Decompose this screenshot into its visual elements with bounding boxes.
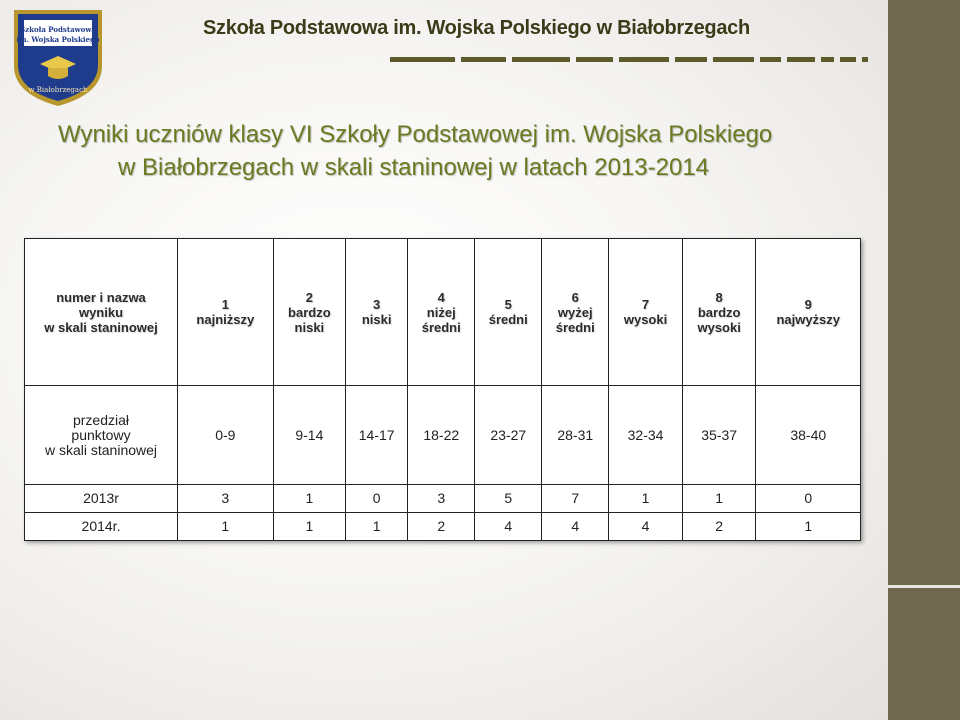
stanine-number: 1 bbox=[221, 297, 229, 312]
stanine-header-cell bbox=[273, 239, 346, 386]
school-title: Szkoła Podstawowa im. Wojska Polskiego w Białobrzegach bbox=[203, 17, 750, 39]
logo-bottom-text: w Białobrzegach bbox=[28, 86, 88, 94]
range-cell: 32-34 bbox=[609, 386, 683, 485]
year-label-cell: 2014r. bbox=[25, 513, 178, 541]
stanine-header-cell bbox=[542, 239, 609, 386]
stanine-number: 9 bbox=[804, 297, 812, 312]
shield-icon bbox=[10, 6, 106, 110]
stanine-number: 2 bbox=[305, 289, 313, 305]
headline-line-2: w Białobrzegach w skali staninowej w latach 2013-2014 bbox=[118, 154, 709, 181]
stanine-header-cell bbox=[178, 239, 274, 386]
count-cell: 1 bbox=[346, 513, 408, 541]
logo-line-1: Szkoła Podstawowa bbox=[20, 25, 96, 34]
count-cell: 2 bbox=[682, 513, 756, 541]
year-label-cell: 2013r bbox=[25, 485, 178, 513]
range-cell: 35-37 bbox=[682, 386, 756, 485]
count-cell: 0 bbox=[756, 485, 861, 513]
range-cell: 38-40 bbox=[756, 386, 861, 485]
stanine-name: najniższy bbox=[196, 312, 255, 327]
range-cell: 18-22 bbox=[408, 386, 475, 485]
range-cell: 0-9 bbox=[178, 386, 274, 485]
stanine-number: 3 bbox=[373, 297, 381, 312]
stanine-name: niski bbox=[361, 312, 392, 327]
stanine-header-cell bbox=[408, 239, 475, 386]
stanine-name: niżej bbox=[426, 304, 456, 320]
year-row-2014 bbox=[25, 513, 861, 541]
count-cell: 1 bbox=[273, 513, 346, 541]
range-label-line: przedział bbox=[72, 411, 130, 428]
headline bbox=[58, 118, 858, 184]
stanine-name: wyżej bbox=[557, 304, 593, 320]
stanine-name: niski bbox=[294, 319, 325, 335]
range-cell: 28-31 bbox=[542, 386, 609, 485]
stanine-number: 7 bbox=[641, 297, 650, 312]
count-cell: 5 bbox=[475, 485, 542, 513]
count-cell: 4 bbox=[475, 513, 542, 541]
count-cell: 3 bbox=[178, 485, 274, 513]
range-label-line: punktowy bbox=[71, 426, 131, 443]
right-decorative-bar bbox=[888, 0, 960, 720]
stanine-name: najwyższy bbox=[776, 312, 841, 327]
stanine-name: średni bbox=[555, 319, 595, 335]
logo-line-2: im. Wojska Polskiego bbox=[16, 35, 100, 44]
stanine-number: 8 bbox=[715, 289, 723, 305]
range-cell: 14-17 bbox=[346, 386, 408, 485]
stanine-name: średni bbox=[488, 312, 528, 327]
count-cell: 1 bbox=[682, 485, 756, 513]
header-label-line: w skali staninowej bbox=[44, 319, 158, 335]
stanine-header-cell bbox=[346, 239, 408, 386]
year-row-2013 bbox=[25, 485, 861, 513]
title-underline bbox=[390, 56, 868, 62]
range-row bbox=[25, 386, 861, 485]
stanine-header-cell bbox=[682, 239, 756, 386]
count-cell: 4 bbox=[542, 513, 609, 541]
bar-divider bbox=[888, 585, 960, 588]
count-cell: 1 bbox=[756, 513, 861, 541]
stanine-number: 4 bbox=[437, 289, 445, 305]
count-cell: 3 bbox=[408, 485, 475, 513]
stanine-header-cell bbox=[609, 239, 683, 386]
stanine-name: bardzo bbox=[288, 304, 331, 320]
header-label-line: wyniku bbox=[78, 304, 124, 320]
stanine-number: 6 bbox=[571, 289, 579, 305]
range-cell: 9-14 bbox=[273, 386, 346, 485]
header-label-line: numer i nazwa bbox=[56, 289, 146, 305]
count-cell: 1 bbox=[609, 485, 683, 513]
stanine-results-table bbox=[24, 238, 861, 541]
count-cell: 1 bbox=[178, 513, 274, 541]
range-label-cell bbox=[25, 386, 178, 485]
count-cell: 7 bbox=[542, 485, 609, 513]
count-cell: 2 bbox=[408, 513, 475, 541]
count-cell: 1 bbox=[273, 485, 346, 513]
stanine-header-cell bbox=[475, 239, 542, 386]
range-label-line: w skali staninowej bbox=[44, 441, 158, 458]
headline-line-1: Wyniki uczniów klasy VI Szkoły Podstawowej im. Wojska Polskiego bbox=[58, 121, 773, 148]
table-header-row bbox=[25, 239, 861, 386]
header-label-cell bbox=[25, 239, 178, 386]
stanine-number: 5 bbox=[504, 297, 512, 312]
count-cell: 4 bbox=[609, 513, 683, 541]
stanine-name: bardzo bbox=[697, 304, 741, 320]
stanine-header-cell bbox=[756, 239, 861, 386]
stanine-name: wysoki bbox=[623, 312, 668, 327]
stanine-name: średni bbox=[421, 319, 461, 335]
range-cell: 23-27 bbox=[475, 386, 542, 485]
school-logo bbox=[10, 6, 106, 110]
stanine-name: wysoki bbox=[697, 319, 741, 335]
count-cell: 0 bbox=[346, 485, 408, 513]
